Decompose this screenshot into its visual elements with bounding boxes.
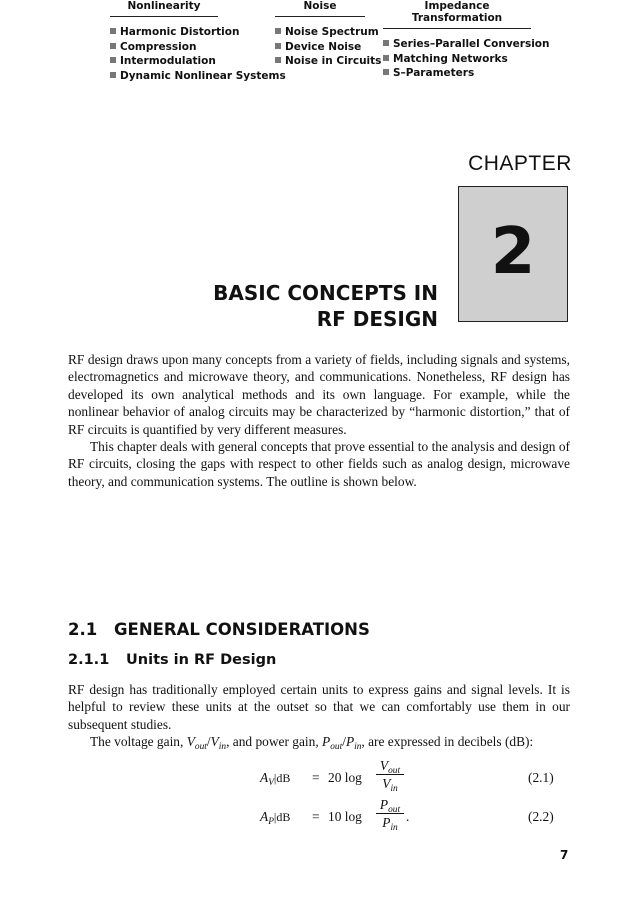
equation-lhs: $A_P|dB$ [260, 809, 291, 827]
page-number: 7 [560, 848, 569, 862]
list-item: Dynamic Nonlinear Systems [110, 69, 218, 84]
bullet-icon [110, 28, 116, 34]
section-number: 2.1 [68, 620, 98, 639]
list-item: Noise in Circuits [275, 54, 365, 69]
list-item: Compression [110, 40, 218, 55]
intro-paragraph-1: RF design draws upon many concepts from a variety of fields, including signals and systems, electromagnetics and microwave theory, and communications. Nonetheless, RF design has developed its own analytical methods and its own language. For example, while the nonlinear behavior of analog circuits may be characterized by “harmonic distortion,” that of RF circuits is quantified by very different measures. [68, 352, 570, 437]
fraction-numerator: $V_{out}$ [379, 758, 401, 776]
subsection-number: 2.1.1 [68, 652, 110, 668]
intro-paragraph-2: This chapter deals with general concepts that prove essential to the analysis and design of RF circuits, closing the gaps with respect to other fields such as analog design, microwave theory, and communication systems. The outline is shown below. [68, 439, 570, 489]
section-title: GENERAL CONSIDERATIONS [114, 620, 370, 639]
outline-column-nonlinearity [110, 0, 286, 83]
equation-number: (2.2) [528, 809, 554, 824]
section-heading [68, 620, 370, 639]
fraction-numerator: $P_{out}$ [379, 797, 401, 815]
outline-column-noise [275, 0, 382, 69]
list-item: Device Noise [275, 40, 365, 55]
equation-equals: = [312, 809, 320, 824]
chapter-number-box [458, 186, 568, 322]
bullet-icon [383, 69, 389, 75]
fraction-denominator: $P_{in}$ [376, 813, 404, 832]
equation-2-1 [260, 758, 410, 798]
body-paragraph-1: RF design has traditionally employed certain units to express gains and signal levels. It is helpful to review these units at the outset so that we can comfortably use them in our subsequent studies. [68, 682, 570, 732]
chapter-number: 2 [490, 215, 536, 289]
equation-number: (2.1) [528, 770, 554, 785]
outline-list [110, 25, 286, 83]
bullet-icon [383, 40, 389, 46]
outline-list [383, 37, 550, 81]
equation-fraction [376, 797, 404, 832]
equation-coefficient: 20 log [328, 770, 362, 785]
subsection-heading [68, 652, 276, 668]
outline-column-impedance [383, 0, 550, 81]
chapter-title-line-1: BASIC CONCEPTS IN [213, 281, 438, 305]
list-item: Series–Parallel Conversion [383, 37, 531, 52]
equation-equals: = [312, 770, 320, 785]
bullet-icon [383, 55, 389, 61]
body-paragraph-2: The voltage gain, $V_{out}/V_{in}$, and power gain, $P_{out}/P_{in}$, are expressed in decibels (dB): [90, 734, 534, 752]
fraction-denominator: $V_{in}$ [376, 774, 404, 793]
outline-list [275, 25, 382, 69]
bullet-icon [110, 72, 116, 78]
list-item: Intermodulation [110, 54, 218, 69]
list-item: Matching Networks [383, 52, 531, 67]
list-item: Noise Spectrum [275, 25, 365, 40]
bullet-icon [110, 43, 116, 49]
chapter-label: CHAPTER [468, 152, 572, 175]
chapter-title-line-2: RF DESIGN [316, 307, 438, 331]
outline-heading: Nonlinearity [110, 0, 218, 17]
bullet-icon [275, 57, 281, 63]
outline-heading: Impedance Transformation [383, 0, 531, 29]
chapter-title [213, 280, 438, 332]
bullet-icon [275, 28, 281, 34]
list-item: Harmonic Distortion [110, 25, 218, 40]
outline-heading: Noise [275, 0, 365, 17]
equation-coefficient: 10 log [328, 809, 362, 824]
subsection-title: Units in RF Design [126, 652, 277, 668]
equation-fraction [376, 758, 404, 793]
bullet-icon [110, 57, 116, 63]
equation-lhs: $A_V|dB$ [260, 770, 291, 788]
equation-period: . [406, 809, 410, 824]
bullet-icon [275, 43, 281, 49]
equation-2-2 [260, 797, 410, 837]
list-item: S–Parameters [383, 66, 531, 81]
